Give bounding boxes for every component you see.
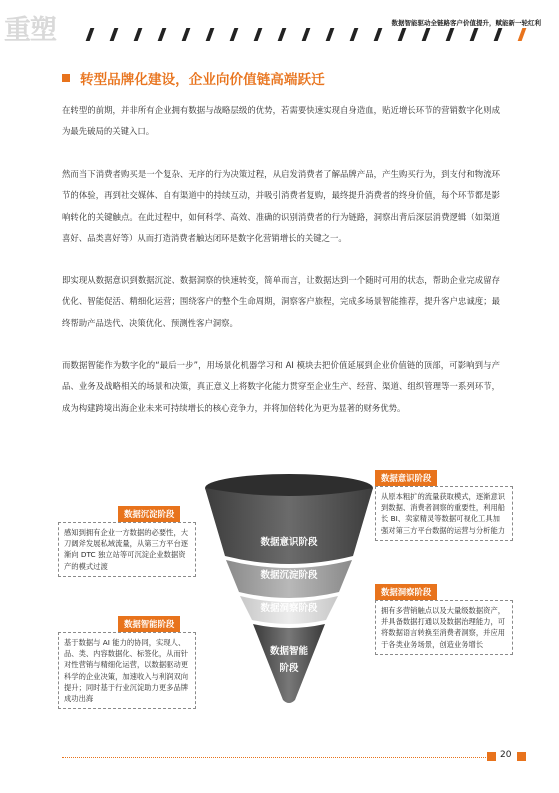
callout-intelligence-text: 基于数据与 AI 能力的协同，实现人、品、类、内容数据化、标签化，从而针对性营销与精细化运营，以数据驱动更科学的企业决策，加速收入与利润双向提升；同时基于行业沉淀助力更多品牌成功出海 — [64, 638, 189, 704]
callout-intelligence-title: 数据智能阶段 — [118, 616, 180, 632]
funnel-layer-intelligence — [253, 624, 325, 703]
section-title — [62, 68, 325, 88]
callout-awareness-title: 数据意识阶段 — [375, 470, 437, 486]
funnel-label-precipitation: 数据沉淀阶段 — [260, 570, 318, 581]
callout-precipitation-box — [58, 522, 196, 577]
funnel-label-intelligence-line: 数据智能阶段 — [269, 646, 309, 674]
funnel-label-insight: 数据洞察阶段 — [260, 603, 318, 614]
funnel-label-awareness: 数据意识阶段 — [260, 537, 318, 548]
callout-insight-text: 拥有多营销触点以及大量级数据资产，并具备数据打通以及数据治理能力，可将数据语言转换至消费者洞察，并应用于各类业务场景，创造业务增长 — [381, 606, 506, 649]
callout-precipitation-text: 感知到拥有企业一方数据的必要性，大刀阔斧发展私域流量，从第三方平台逐渐向 DTC 独立站等可沉淀企业数据资产的模式过渡 — [64, 528, 189, 571]
paragraph-4: 而数据智能作为数字化的“最后一步”，用场景化机器学习和 AI 模块去把价值延展到企业价值链的顶部，可影响到与产品、业务及战略相关的场景和决策，真正意义上将数字化能力贯穿至企业生产、经营、渠道、组织管理等一系列环节，成为构建跨境出海企业未来可持续增长的核心竞争力，并将加倍转化为更为显著的财务优势。 — [62, 360, 500, 413]
header-tagline: 数据智能驱动全链路客户价值提升，赋能新一轮红利 — [391, 19, 541, 27]
callout-precipitation-title: 数据沉淀阶段 — [118, 506, 180, 522]
callout-insight-box — [375, 600, 513, 655]
funnel-layer-precipitation — [226, 560, 352, 598]
footer-dotted-line — [62, 757, 490, 758]
paragraph-3: 即实现从数据意识到数据沉淀、数据洞察的快速转变，简单而言，让数据达到一个随时可用的状态，帮助企业完成留存优化、智能促活、精细化运营；围绕客户的整个生命周期，洞察客户旅程，完成多场景智能推荐，提升客户忠诚度；最终帮助产品迭代、决策优化、预测性客户洞察。 — [62, 275, 500, 328]
callout-awareness-box — [375, 486, 513, 541]
callout-insight-title: 数据洞察阶段 — [375, 584, 437, 600]
footer-square-icon-right — [517, 752, 526, 761]
page-number: 20 — [500, 750, 512, 760]
funnel-layer-insight — [240, 596, 338, 624]
header-slash-decoration — [82, 28, 542, 42]
section-title-text: 转型品牌化建设，企业向价值链高端跃迁 — [80, 72, 325, 88]
title-square-icon — [62, 74, 70, 82]
footer-square-icon — [487, 752, 496, 761]
paragraph-2: 然而当下消费者购买是一个复杂、无序的行为决策过程，从启发消费者了解品牌产品，产生购买行为，到支付和物流环节的体验，再到社交媒体、自有渠道中的持续互动，并吸引消费者复购，最终提升消费者的终身价值，每个环节都是影响转化的关键触点。在此过程中，如何科学、高效、准确的识别消费者的行为链路，洞察出背后深层消费逻辑（如渠道喜好、品类喜好等）从而打造消费者触达闭环是数字化营销增长的关键之一。 — [62, 169, 500, 243]
callout-intelligence-box — [58, 632, 196, 709]
funnel-layer-awareness — [205, 474, 373, 564]
paragraph-1: 在转型的前期，并非所有企业拥有数据与战略层级的优势，若需要快速实现自身造血，贴近增长环节的营销数字化则成为最先破局的关键入口。 — [62, 105, 500, 137]
callout-awareness-text: 从原本粗扩的流量获取模式，逐渐意识到数据、消费者洞察的重要性，利用船长 BI、卖家精灵等数据可视化工具加强对第三方平台数据的运营与分析能力 — [381, 492, 506, 535]
brand-watermark: 重塑 — [4, 15, 56, 46]
